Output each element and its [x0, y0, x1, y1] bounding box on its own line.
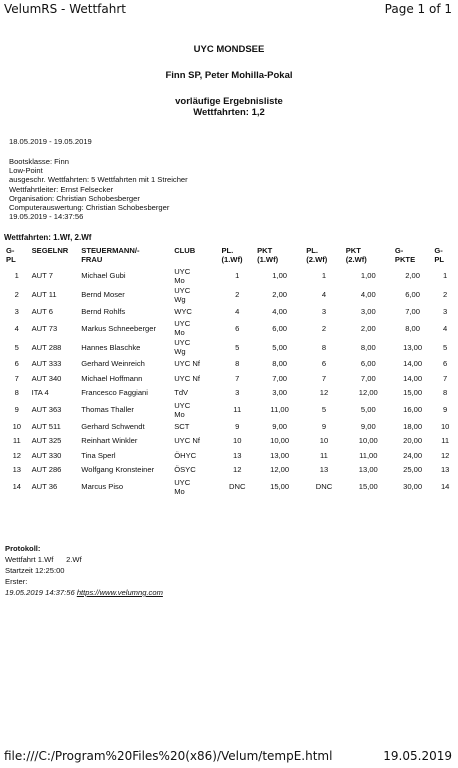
generated-timestamp: 19.05.2019 14:37:56 [5, 588, 75, 597]
cell-place-race2: 1 [321, 271, 327, 281]
table-header-row [4, 244, 458, 267]
cell-place-race1: 2 [235, 290, 240, 300]
cell-club: UYC Mo [174, 319, 191, 337]
cell-place-race2: 8 [321, 342, 327, 352]
cell-points-race1: 2,00 [272, 290, 288, 300]
cell-overall-place: 3 [14, 306, 19, 316]
cell-place-race1: 10 [233, 436, 242, 446]
header-overall-place-right: G- PL [434, 246, 445, 264]
cell-place-race1: DNC [229, 482, 246, 492]
cell-overall-place-right: 9 [443, 405, 448, 415]
info-line: Bootsklasse: Finn [9, 157, 69, 166]
cell-sail-number: AUT 325 [31, 436, 62, 446]
cell-sail-number: AUT 6 [31, 306, 53, 316]
cell-club: UYC Nf [174, 436, 200, 446]
cell-sail-number: AUT 340 [31, 373, 62, 383]
cell-overall-place: 4 [14, 323, 19, 333]
cell-club: UYC Mo [174, 477, 191, 496]
event-date-range: 18.05.2019 - 19.05.2019 [9, 137, 92, 146]
cell-place-race1: 12 [233, 465, 242, 475]
cell-club: TdV [174, 388, 189, 398]
header-place-race2: PL. (2.Wf) [306, 246, 328, 264]
cell-overall-place-right: 3 [443, 306, 448, 316]
cell-points-race1: 3,00 [272, 388, 288, 398]
cell-points-race2: 1,00 [360, 271, 376, 281]
cell-place-race1: 5 [235, 342, 240, 352]
print-footer-url: file:///C:/Program%20Files%20(x86)/Velum/tempE.html [4, 749, 333, 763]
cell-points-race2: 5,00 [360, 405, 376, 415]
cell-helmsman: Bernd Rohlfs [81, 306, 126, 316]
cell-points-race1: 7,00 [272, 373, 288, 383]
cell-club: UYC Wg [174, 285, 191, 304]
cell-overall-place: 14 [12, 482, 22, 492]
cell-points-race2: 4,00 [360, 290, 376, 300]
table-row [4, 372, 458, 387]
cell-overall-place-right: 6 [443, 359, 448, 369]
cell-helmsman: Hannes Blaschke [81, 342, 141, 352]
table-row [4, 320, 458, 339]
header-points-race1: PKT (1.Wf) [257, 246, 279, 264]
cell-sail-number: AUT 363 [31, 405, 62, 415]
cell-club: ÖHYC [174, 450, 197, 460]
protocol-footer-line [5, 587, 163, 598]
cell-sail-number: AUT 73 [31, 323, 58, 333]
cell-overall-place-right: 7 [443, 373, 448, 383]
cell-points-race1: 9,00 [272, 421, 288, 431]
table-row [4, 358, 458, 373]
cell-points-race2: 8,00 [360, 342, 376, 352]
cell-place-race1: 9 [235, 421, 240, 431]
table-row [4, 478, 458, 497]
cell-sail-number: AUT 36 [31, 482, 58, 492]
cell-points-race1: 4,00 [272, 306, 288, 316]
cell-overall-place: 9 [14, 405, 19, 415]
cell-points-race1: 6,00 [272, 323, 288, 333]
cell-points-race1: 12,00 [270, 465, 290, 475]
cell-place-race2: 5 [321, 405, 327, 415]
cell-overall-place-right: 8 [443, 388, 448, 398]
cell-overall-place-right: 4 [443, 323, 448, 333]
cell-helmsman: Markus Schneeberger [81, 323, 156, 333]
cell-sail-number: AUT 330 [31, 450, 62, 460]
cell-helmsman: Reinhart Winkler [81, 436, 138, 446]
cell-points-race2: 9,00 [360, 421, 376, 431]
cell-place-race2: 12 [319, 388, 329, 398]
header-helmsman: STEUERMANN/- FRAU [81, 246, 140, 264]
cell-place-race1: 13 [233, 450, 242, 460]
cell-total-points: 14,00 [403, 373, 423, 383]
protocol-section [5, 543, 163, 598]
cell-place-race1: 7 [235, 373, 240, 383]
cell-overall-place: 1 [14, 271, 19, 281]
cell-overall-place: 12 [12, 450, 22, 460]
print-footer-date: 19.05.2019 [383, 749, 452, 763]
cell-club: UYC Mo [174, 266, 191, 285]
info-line: Wettfahrtleiter: Ernst Felsecker [9, 184, 114, 194]
cell-total-points: 15,00 [403, 388, 423, 398]
event-info-block [9, 157, 188, 221]
table-row [4, 305, 458, 320]
protocol-first: Erster: [5, 577, 28, 586]
cell-overall-place-right: 2 [443, 290, 448, 300]
info-line: Organisation: Christian Schobesberger [9, 193, 140, 203]
cell-helmsman: Francesco Faggiani [81, 388, 148, 398]
cell-overall-place: 8 [14, 388, 19, 398]
info-line: 19.05.2019 - 14:37:56 [9, 212, 84, 222]
table-row [4, 464, 458, 479]
cell-points-race2: 15,00 [358, 482, 378, 492]
cell-overall-place: 2 [14, 290, 19, 300]
cell-total-points: 30,00 [403, 482, 423, 492]
cell-club: UYC Mo [174, 400, 191, 419]
results-list-title: vorläufige Ergebnisliste [175, 96, 283, 107]
info-line: Computerauswertung: Christian Schobesberger [9, 203, 170, 213]
cell-points-race2: 3,00 [360, 306, 376, 316]
results-table [4, 244, 458, 497]
races-heading: Wettfahrten: 1.Wf, 2.Wf [4, 233, 92, 242]
club-title: UYC MONDSEE [193, 44, 265, 55]
cell-total-points: 14,00 [403, 359, 423, 369]
cell-helmsman: Michael Gubi [81, 271, 126, 281]
cell-overall-place: 7 [14, 373, 19, 383]
header-overall-place: G- PL [6, 246, 16, 264]
event-title: Finn SP, Peter Mohilla-Pokal [165, 70, 293, 81]
cell-total-points: 8,00 [405, 323, 420, 333]
cell-points-race2: 12,00 [358, 388, 378, 398]
cell-overall-place-right: 10 [440, 421, 450, 431]
cell-points-race1: 13,00 [270, 450, 290, 460]
cell-points-race1: 1,00 [272, 271, 288, 281]
cell-place-race1: 11 [233, 405, 242, 415]
cell-sail-number: AUT 333 [31, 359, 62, 369]
cell-points-race2: 10,00 [358, 436, 378, 446]
cell-place-race2: 9 [321, 421, 327, 431]
table-row [4, 286, 458, 305]
cell-overall-place-right: 11 [441, 436, 450, 446]
cell-place-race2: 7 [321, 373, 327, 383]
cell-overall-place-right: 1 [443, 271, 448, 281]
cell-club: SCT [174, 421, 190, 431]
cell-club: UYC Nf [174, 373, 200, 383]
cell-club: UYC Wg [174, 338, 191, 356]
cell-total-points: 24,00 [403, 450, 423, 460]
cell-sail-number: AUT 7 [31, 271, 53, 281]
cell-total-points: 16,00 [403, 405, 423, 415]
table-row [4, 435, 458, 450]
table-row [4, 267, 458, 286]
cell-place-race1: 1 [235, 271, 240, 281]
results-body [4, 267, 458, 497]
cell-helmsman: Marcus Piso [81, 482, 124, 492]
cell-overall-place-right: 14 [440, 482, 450, 492]
cell-points-race2: 11,00 [359, 450, 378, 460]
cell-points-race1: 10,00 [270, 436, 290, 446]
races-title: Wettfahrten: 1,2 [193, 107, 265, 118]
cell-total-points: 6,00 [405, 290, 420, 300]
cell-helmsman: Gerhard Weinreich [81, 359, 145, 369]
table-row [4, 387, 458, 402]
cell-place-race2: 10 [319, 436, 329, 446]
header-sail-number: SEGELNR [31, 246, 69, 255]
protocol-race-line: Wettfahrt 1.Wf 2.Wf [5, 555, 82, 564]
cell-place-race1: 6 [235, 323, 240, 333]
cell-helmsman: Michael Hoffmann [81, 373, 143, 383]
cell-helmsman: Thomas Thaller [81, 405, 134, 415]
cell-points-race2: 13,00 [358, 465, 378, 475]
cell-total-points: 7,00 [405, 306, 420, 316]
velum-link[interactable]: https://www.velumng.com [76, 588, 163, 597]
cell-place-race2: 2 [321, 323, 327, 333]
cell-sail-number: AUT 286 [31, 465, 62, 475]
table-row [4, 420, 458, 435]
cell-helmsman: Bernd Moser [81, 290, 125, 300]
cell-overall-place-right: 13 [440, 465, 450, 475]
header-points-race2: PKT (2.Wf) [345, 246, 367, 264]
cell-overall-place-right: 5 [443, 342, 448, 352]
cell-overall-place: 11 [12, 436, 21, 446]
info-line: Low-Point [9, 166, 43, 176]
protocol-start-time: Startzeit 12:25:00 [5, 566, 65, 575]
header-total-points: G- PKTE [394, 246, 416, 264]
cell-helmsman: Tina Sperl [81, 450, 116, 460]
cell-sail-number: AUT 11 [31, 290, 57, 300]
header-club: CLUB [174, 246, 196, 255]
cell-overall-place-right: 12 [440, 450, 450, 460]
info-line: ausgeschr. Wettfahrten: 5 Wettfahrten mit 1 Streicher [9, 175, 188, 185]
cell-club: UYC Nf [174, 359, 200, 369]
cell-sail-number: AUT 511 [31, 421, 61, 431]
cell-sail-number: ITA 4 [31, 388, 49, 398]
cell-overall-place: 13 [12, 465, 22, 475]
cell-place-race2: 11 [320, 450, 328, 460]
cell-overall-place: 10 [12, 421, 22, 431]
table-row [4, 401, 458, 420]
cell-overall-place: 6 [14, 359, 19, 369]
cell-points-race1: 11,00 [270, 405, 289, 415]
cell-points-race2: 2,00 [360, 323, 376, 333]
cell-club: WYC [174, 306, 192, 316]
cell-place-race2: 6 [321, 359, 327, 369]
protocol-heading: Protokoll: [5, 544, 41, 553]
table-row [4, 339, 458, 358]
cell-overall-place: 5 [14, 342, 19, 352]
cell-place-race2: 3 [321, 306, 327, 316]
cell-place-race1: 3 [235, 388, 240, 398]
cell-total-points: 25,00 [403, 465, 423, 475]
cell-helmsman: Wolfgang Kronsteiner [81, 465, 155, 475]
cell-place-race2: 4 [321, 290, 327, 300]
cell-points-race1: 8,00 [272, 359, 288, 369]
print-header-title: VelumRS - Wettfahrt [4, 2, 126, 16]
table-row [4, 449, 458, 464]
cell-total-points: 20,00 [403, 436, 423, 446]
cell-place-race1: 4 [235, 306, 240, 316]
cell-total-points: 2,00 [405, 271, 420, 281]
cell-points-race2: 6,00 [360, 359, 376, 369]
cell-helmsman: Gerhard Schwendt [81, 421, 145, 431]
cell-points-race1: 5,00 [272, 342, 288, 352]
header-place-race1: PL. (1.Wf) [221, 246, 243, 264]
cell-total-points: 13,00 [403, 342, 423, 352]
cell-place-race2: DNC [315, 482, 333, 492]
print-header-page-number: Page 1 of 1 [384, 2, 452, 16]
cell-place-race1: 8 [235, 359, 240, 369]
cell-total-points: 18,00 [403, 421, 423, 431]
cell-sail-number: AUT 288 [31, 342, 62, 352]
cell-club: ÖSYC [174, 465, 196, 475]
cell-place-race2: 13 [319, 465, 329, 475]
cell-points-race1: 15,00 [270, 482, 290, 492]
cell-points-race2: 7,00 [360, 373, 376, 383]
